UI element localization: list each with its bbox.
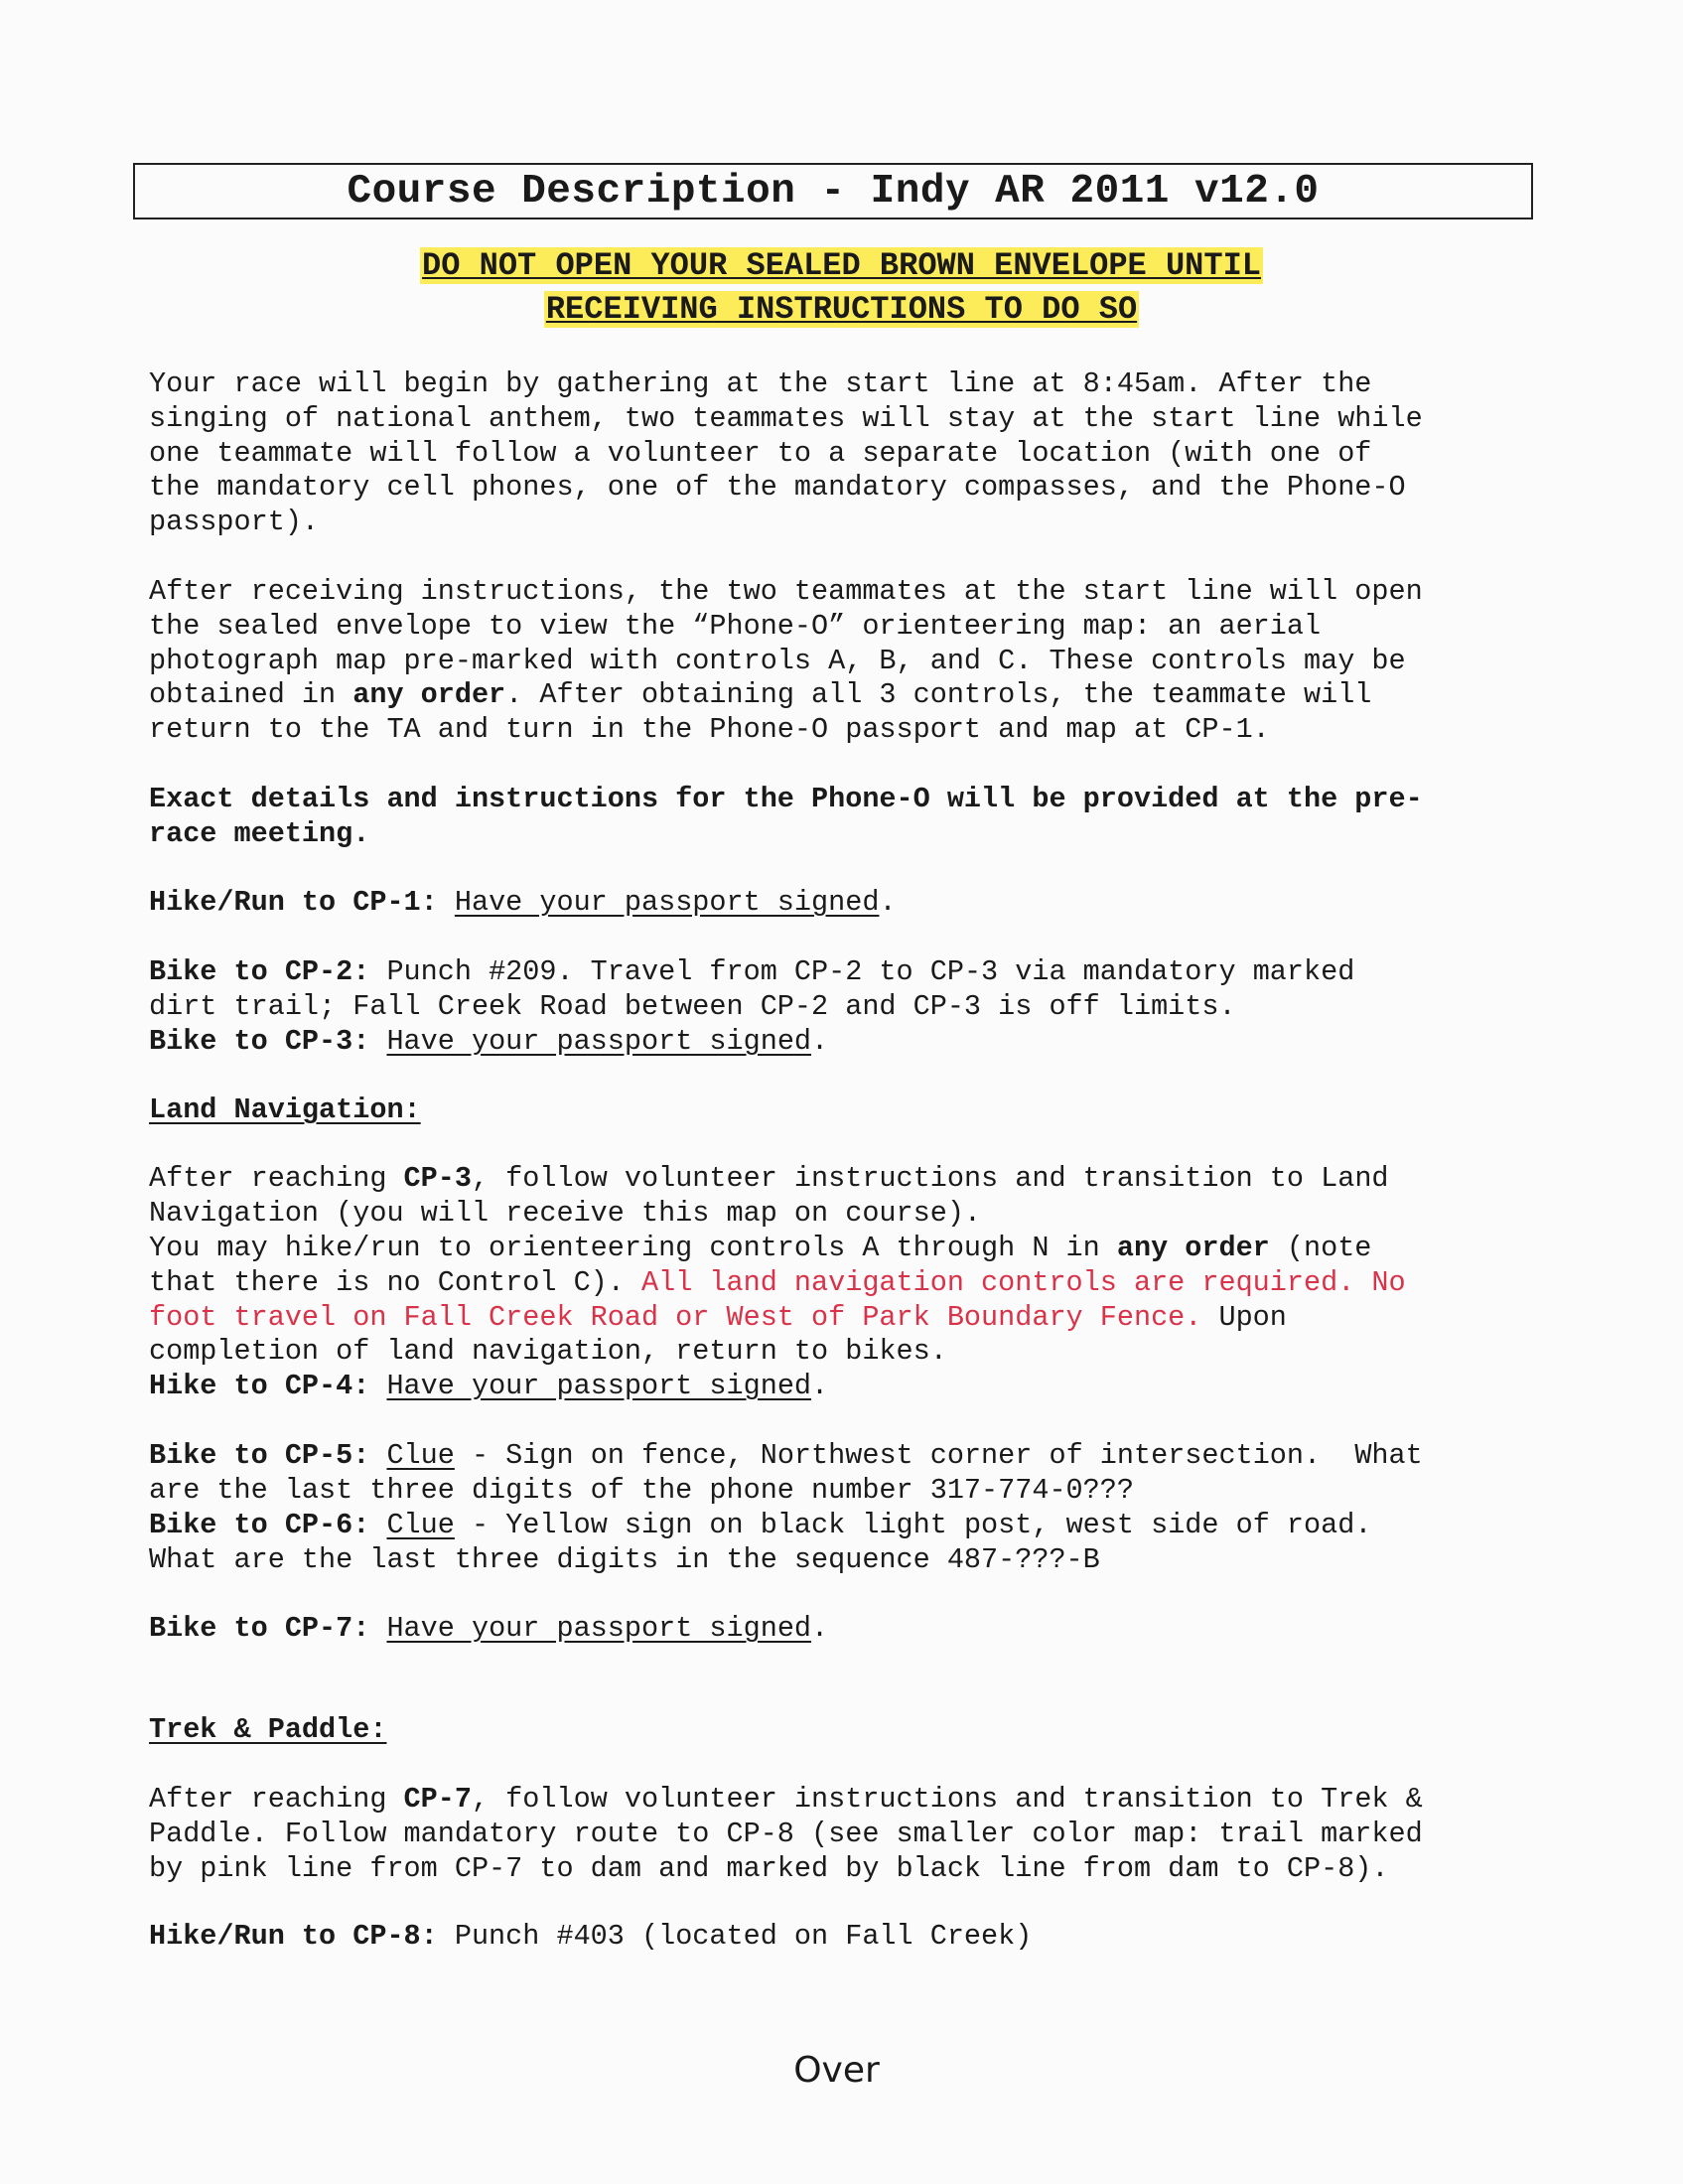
cp2-line	[149, 955, 1539, 1025]
cp2-label: Bike to CP-2:	[149, 955, 370, 988]
cp5-clue: Clue	[386, 1439, 455, 1472]
cp1-label: Hike/Run to CP-1:	[149, 886, 438, 919]
intro-paragraph-2	[149, 575, 1539, 748]
cp6-label: Bike to CP-6:	[149, 1509, 370, 1541]
land-navigation-heading: Land Navigation:	[149, 1093, 421, 1126]
trek-p1-bold: CP-7	[403, 1783, 472, 1816]
cp8-text: Punch #403 (located on Fall Creek)	[437, 1920, 1033, 1953]
warning-banner	[0, 244, 1683, 332]
intro-paragraph-1: Your race will begin by gathering at the start line at 8:45am. After the singing of national anthem, two teammates will stay at the start line while one teammate will follow a volunteer to a separate location (with one of the mandatory cell phones, one of the mandatory compasses, and the Phone-O passport).	[149, 367, 1423, 539]
trek-p1-a: After reaching	[149, 1783, 404, 1816]
cp7-text: Have your passport signed	[386, 1612, 812, 1645]
land-nav-p1-a: After reaching	[149, 1162, 404, 1195]
intro-p2-text-b: . After obtaining all 3 controls, the teammate will return to the TA and turn in the Phone-O passport and map at CP-1.	[149, 678, 1372, 747]
land-nav-p2-bold: any order	[1116, 1232, 1270, 1264]
land-nav-required-warning: All land navigation controls are required. No foot travel on Fall Creek Road or West of Park Boundary Fence.	[149, 1265, 1406, 1334]
cp1-end: .	[879, 886, 897, 919]
warning-line-2: RECEIVING INSTRUCTIONS TO DO SO	[545, 291, 1138, 328]
intro-paragraph-3: Exact details and instructions for the Phone-O will be provided at the pre- race meeting.	[149, 783, 1423, 850]
land-nav-p1-b: , follow volunteer instructions and transition to Land Navigation (you will receive this map on course).	[149, 1162, 1389, 1230]
cp4-line	[149, 1370, 1539, 1404]
cp3-text: Have your passport signed	[386, 1025, 812, 1058]
land-nav-p2-a: You may hike/run to orienteering controls A through N in	[149, 1232, 1117, 1264]
title-box	[133, 163, 1533, 219]
cp1-line	[149, 886, 1539, 921]
cp6-text: - Yellow sign on black light post, west side of road. What are the last three digits in the sequence 487-???-B	[149, 1509, 1372, 1576]
cp1-text: Have your passport signed	[454, 886, 880, 919]
trek-paddle-heading: Trek & Paddle:	[149, 1713, 387, 1746]
course-content	[149, 367, 1539, 1953]
cp4-text: Have your passport signed	[386, 1370, 812, 1402]
warning-line-1: DO NOT OPEN YOUR SEALED BROWN ENVELOPE UNTIL	[422, 247, 1261, 284]
cp6-clue: Clue	[386, 1509, 455, 1541]
over-footer: Over	[793, 2050, 880, 2091]
trek-paragraph-1	[149, 1783, 1539, 1886]
cp3-line	[149, 1025, 1539, 1060]
cp5-line	[149, 1439, 1539, 1509]
cp5-text: - Sign on fence, Northwest corner of intersection. What are the last three digits of the phone number 317-774-0???	[149, 1439, 1423, 1507]
cp8-line	[149, 1920, 1539, 1955]
cp7-label: Bike to CP-7:	[149, 1612, 370, 1645]
cp5-label: Bike to CP-5:	[149, 1439, 370, 1472]
land-nav-paragraph-2	[149, 1232, 1539, 1370]
intro-p2-text-a: After receiving instructions, the two teammates at the start line will open the sealed envelope to view the “Phone-O” orienteering map: an aerial photograph map pre-marked with controls A, B, and C. These controls may be obtained in	[149, 575, 1423, 712]
cp4-end: .	[811, 1370, 829, 1402]
cp2-text: Punch #209. Travel from CP-2 to CP-3 via mandatory marked dirt trail; Fall Creek Road between CP-2 and CP-3 is off limits.	[149, 955, 1355, 1023]
land-nav-p2-c: Upon completion of land navigation, return to bikes.	[149, 1300, 1287, 1369]
intro-p2-bold: any order	[352, 678, 506, 712]
land-nav-paragraph-1	[149, 1162, 1539, 1232]
page-title: Course Description - Indy AR 2011 v12.0	[347, 169, 1320, 215]
cp7-line	[149, 1612, 1539, 1647]
cp7-end: .	[811, 1612, 829, 1645]
cp3-end: .	[811, 1025, 829, 1058]
cp8-label: Hike/Run to CP-8:	[149, 1920, 438, 1953]
cp4-label: Hike to CP-4:	[149, 1370, 370, 1402]
land-nav-p2-b: (note that there is no Control C).	[149, 1232, 1372, 1299]
land-nav-p1-bold: CP-3	[403, 1162, 472, 1195]
cp6-line	[149, 1509, 1539, 1578]
trek-p1-b: , follow volunteer instructions and transition to Trek & Paddle. Follow mandatory route to CP-8 (see smaller color map: trail marked by pink line from CP-7 to dam and marked by black line from dam to CP-8).	[149, 1783, 1423, 1885]
cp3-label: Bike to CP-3:	[149, 1025, 370, 1058]
